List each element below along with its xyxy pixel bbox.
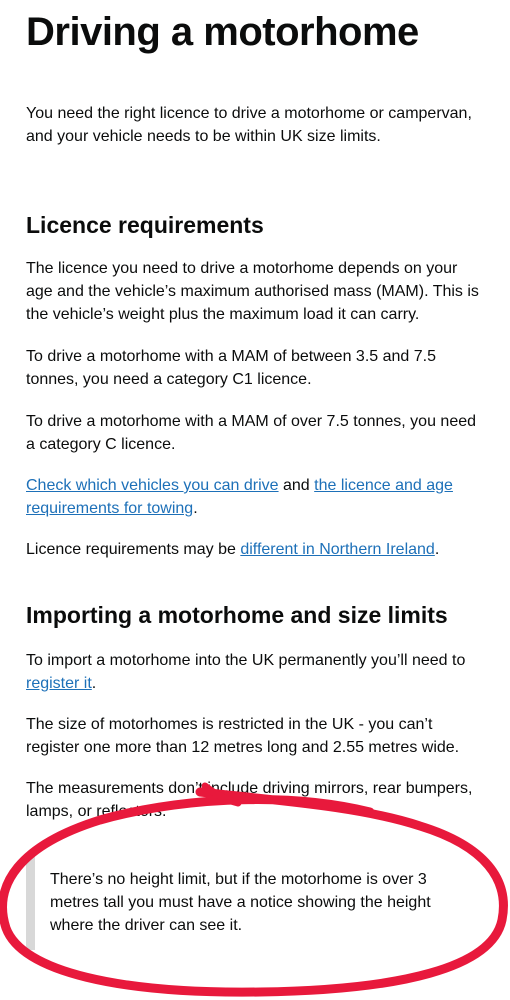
page-title: Driving a motorhome [26, 10, 419, 54]
measurements-paragraph: The measurements don’t include driving mirrors, rear bumpers, lamps, or reflectors. [26, 780, 473, 820]
check-vehicles-link[interactable]: Check which vehicles you can drive [26, 477, 279, 494]
licence-paragraph-c: To drive a motorhome with a MAM of over 7.5 tonnes, you need a category C licence. [26, 413, 477, 453]
import-paragraph [26, 649, 486, 695]
northern-ireland-paragraph [26, 538, 486, 561]
towing-requirements-link[interactable]: the licence and age requirements for towing [26, 477, 453, 517]
intro-text: You need the right licence to drive a motorhome or campervan, and your vehicle needs to be within UK size limits. [26, 105, 472, 145]
height-notice-text: There’s no height limit, but if the motorhome is over 3 metres tall you must have a notice showing the height where the driver can see it. [50, 871, 431, 934]
northern-ireland-link[interactable]: different in Northern Ireland [240, 541, 435, 558]
register-it-link[interactable]: register it [26, 675, 92, 692]
ni-text: Licence requirements may be [26, 541, 241, 558]
importing-heading: Importing a motorhome and size limits [26, 602, 448, 628]
licence-paragraph-mam: The licence you need to drive a motorhome depends on your age and the vehicle’s maximum authorised mass (MAM). This is the vehicle’s weight plus the maximum load it can carry. [26, 260, 479, 323]
import-end-punctuation: . [91, 675, 97, 692]
links-end-punctuation: . [193, 500, 198, 517]
ni-end-punctuation: . [434, 541, 440, 558]
links-conjunction: and [278, 477, 315, 494]
import-text: To import a motorhome into the UK permanently you’ll need to [26, 652, 466, 669]
size-limits-paragraph: The size of motorhomes is restricted in the UK - you can’t register one more than 12 metres long and 2.55 metres wide. [26, 716, 460, 756]
height-notice-inset [26, 856, 466, 950]
licence-heading: Licence requirements [26, 212, 264, 238]
licence-links-paragraph [26, 474, 486, 520]
licence-paragraph-c1: To drive a motorhome with a MAM of between 3.5 and 7.5 tonnes, you need a category C1 licence. [26, 348, 436, 388]
